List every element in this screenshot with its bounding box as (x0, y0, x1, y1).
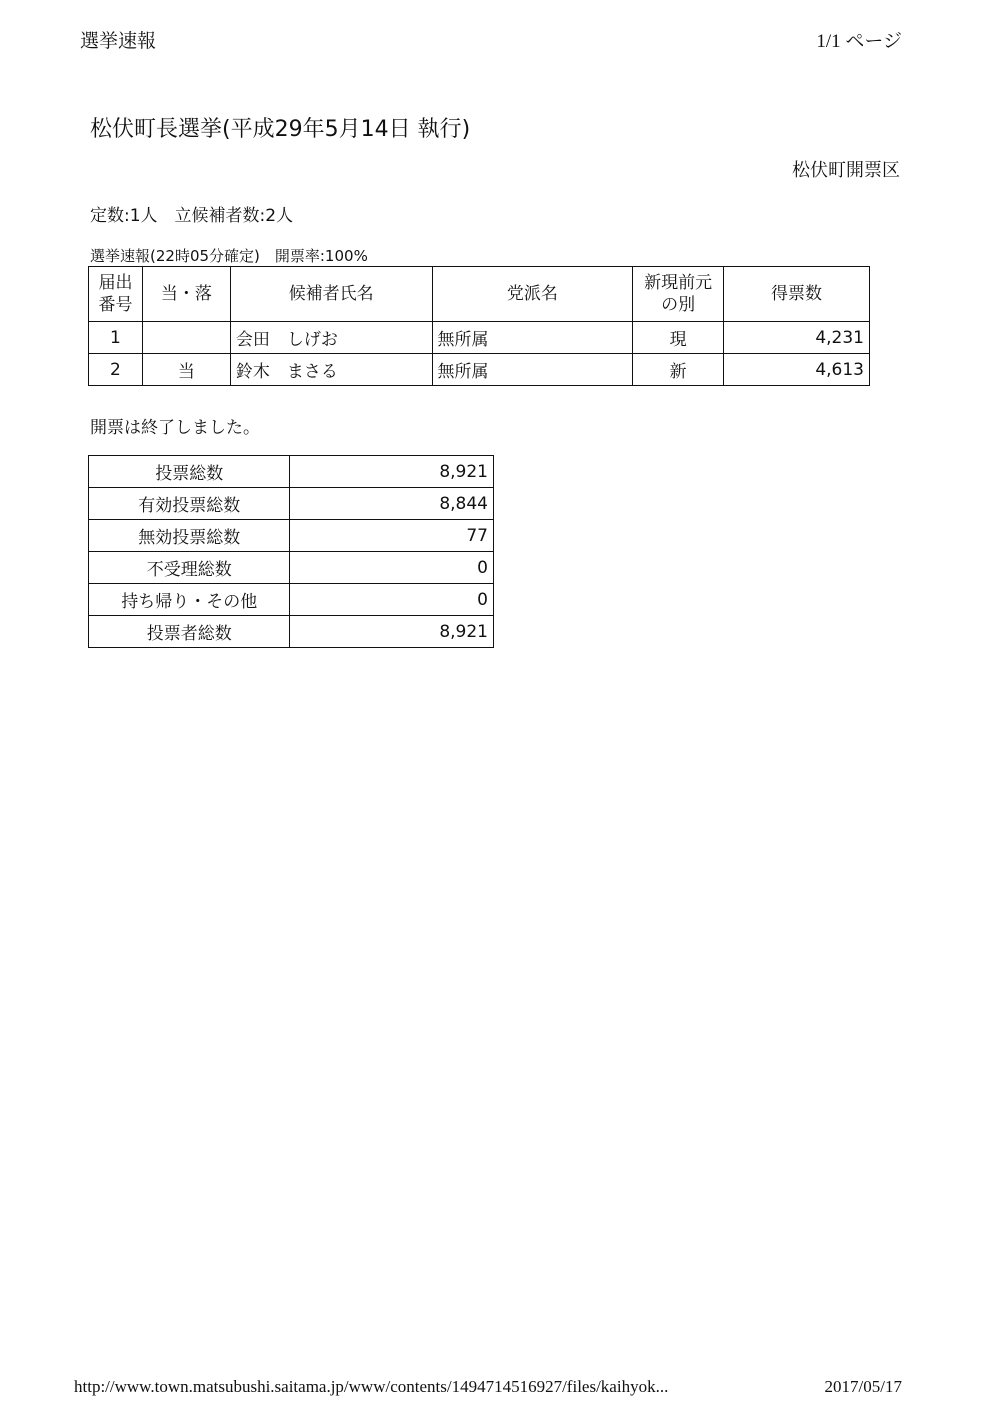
header-incumbent-status: 新現前元 の別 (633, 267, 724, 322)
table-row (89, 552, 494, 584)
status-line: 選挙速報(22時05分確定) 開票率:100% (90, 247, 368, 265)
total-label: 有効投票総数 (89, 488, 290, 520)
document-title: 松伏町長選挙(平成29年5月14日 執行) (90, 117, 471, 142)
table-row (89, 322, 870, 354)
table-row (89, 584, 494, 616)
candidate-status: 現 (633, 322, 724, 354)
table-row (89, 616, 494, 648)
header-number: 届出 番号 (89, 267, 143, 322)
table-row (89, 456, 494, 488)
footer-url: http://www.town.matsubushi.saitama.jp/www/contents/1494714516927/files/kaihyok... (74, 1377, 669, 1396)
total-value: 8,921 (290, 456, 494, 488)
total-value: 0 (290, 584, 494, 616)
page-number: 1/1 ページ (816, 31, 902, 52)
candidate-party: 無所属 (432, 354, 633, 386)
total-label: 投票総数 (89, 456, 290, 488)
table-row (89, 354, 870, 386)
total-label: 投票者総数 (89, 616, 290, 648)
table-row (89, 488, 494, 520)
results-header-row (89, 267, 870, 322)
total-label: 無効投票総数 (89, 520, 290, 552)
totals-table (88, 455, 494, 648)
footer-date: 2017/05/17 (824, 1377, 902, 1396)
header-votes: 得票数 (724, 267, 870, 322)
candidate-name: 会田 しげお (230, 322, 432, 354)
candidate-number: 1 (89, 322, 143, 354)
total-value: 8,921 (290, 616, 494, 648)
candidate-status: 新 (633, 354, 724, 386)
header-candidate-name: 候補者氏名 (230, 267, 432, 322)
candidate-party: 無所属 (432, 322, 633, 354)
total-value: 0 (290, 552, 494, 584)
table-row (89, 520, 494, 552)
candidate-votes: 4,613 (724, 354, 870, 386)
header-party: 党派名 (432, 267, 633, 322)
candidate-name: 鈴木 まさる (230, 354, 432, 386)
total-label: 持ち帰り・その他 (89, 584, 290, 616)
results-table (88, 266, 870, 386)
quota-line: 定数:1人 立候補者数:2人 (90, 206, 294, 226)
total-label: 不受理総数 (89, 552, 290, 584)
district-label: 松伏町開票区 (792, 160, 900, 181)
candidate-result (142, 322, 230, 354)
candidate-result: 当 (142, 354, 230, 386)
count-ended-note: 開票は終了しました。 (90, 418, 260, 438)
candidate-number: 2 (89, 354, 143, 386)
total-value: 77 (290, 520, 494, 552)
page-header-title: 選挙速報 (80, 30, 157, 52)
candidate-votes: 4,231 (724, 322, 870, 354)
header-result: 当・落 (142, 267, 230, 322)
total-value: 8,844 (290, 488, 494, 520)
